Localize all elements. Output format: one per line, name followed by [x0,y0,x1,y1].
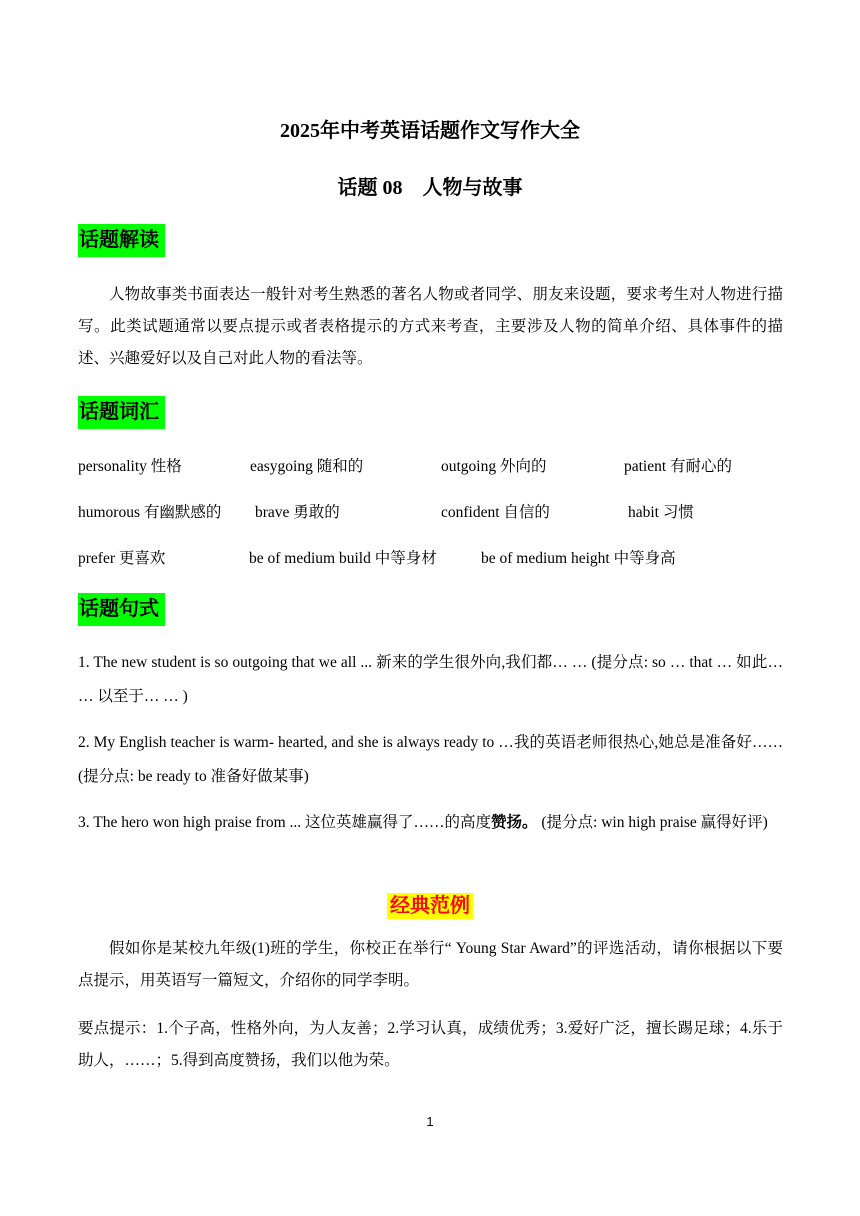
interpretation-paragraph: 人物故事类书面表达一般针对考生熟悉的著名人物或者同学、朋友来设题，要求考生对人物进行描写。此类试题通常以要点提示或者表格提示的方式来考查，主要涉及人物的简单介绍、具体事件的描述、兴趣爱好以及自己对此人物的看法等。 [78,286,783,367]
vocabulary-item: personality 性格 [78,458,182,475]
vocabulary-item: be of medium build 中等身材 [249,550,437,567]
example-task-paragraph: 假如你是某校九年级(1)班的学生，你校正在举行“ Young Star Award”的评选活动，请你根据以下要点提示，用英语写一篇短文，介绍你的同学李明。 [78,940,783,989]
section-heading-interpretation: 话题解读 [78,224,165,257]
sentence-pattern-1: 1. The new student is so outgoing that we all ... 新来的学生很外向,我们都… … (提分点: so … that … 如此… … 以至于… … ) [78,654,783,705]
vocabulary-item: humorous 有幽默感的 [78,504,222,521]
example-points-paragraph: 要点提示：1.个子高，性格外向，为人友善；2.学习认真，成绩优秀；3.爱好广泛，擅长踢足球；4.乐于助人，……；5.得到高度赞扬，我们以他为荣。 [78,1020,783,1069]
vocabulary-item: prefer 更喜欢 [78,550,166,567]
vocabulary-item: habit 习惯 [628,504,694,521]
vocabulary-row [78,500,783,524]
example-heading-wrapper [0,889,860,918]
vocabulary-item: patient 有耐心的 [624,458,733,475]
vocabulary-item: be of medium height 中等身高 [481,550,676,567]
sentence-pattern-3 [78,806,783,840]
vocabulary-item: easygoing 随和的 [250,458,364,475]
document-title: 2025年中考英语话题作文写作大全 [280,120,580,142]
page-number: 1 [426,1114,434,1129]
sentence-pattern-2: 2. My English teacher is warm- hearted, and she is always ready to …我的英语老师很热心,她总是准备好……(提分点: be ready to 准备好做某事) [78,734,783,785]
vocabulary-row [78,454,783,478]
example-heading: 经典范例 [387,893,473,919]
vocabulary-item: confident 自信的 [441,504,550,521]
sentence-text: (提分点: win high praise 赢得好评) [537,814,768,831]
sentence-bold-text: 赞扬。 [491,814,538,831]
section-heading-sentences: 话题句式 [78,593,165,626]
vocabulary-item: brave 勇敢的 [255,504,340,521]
sentence-text: 3. The hero won high praise from ... 这位英雄赢得了……的高度 [78,814,491,831]
vocabulary-row [78,546,783,570]
topic-title: 话题 08 人物与故事 [337,177,523,199]
section-heading-vocabulary: 话题词汇 [78,396,165,429]
vocabulary-item: outgoing 外向的 [441,458,547,475]
